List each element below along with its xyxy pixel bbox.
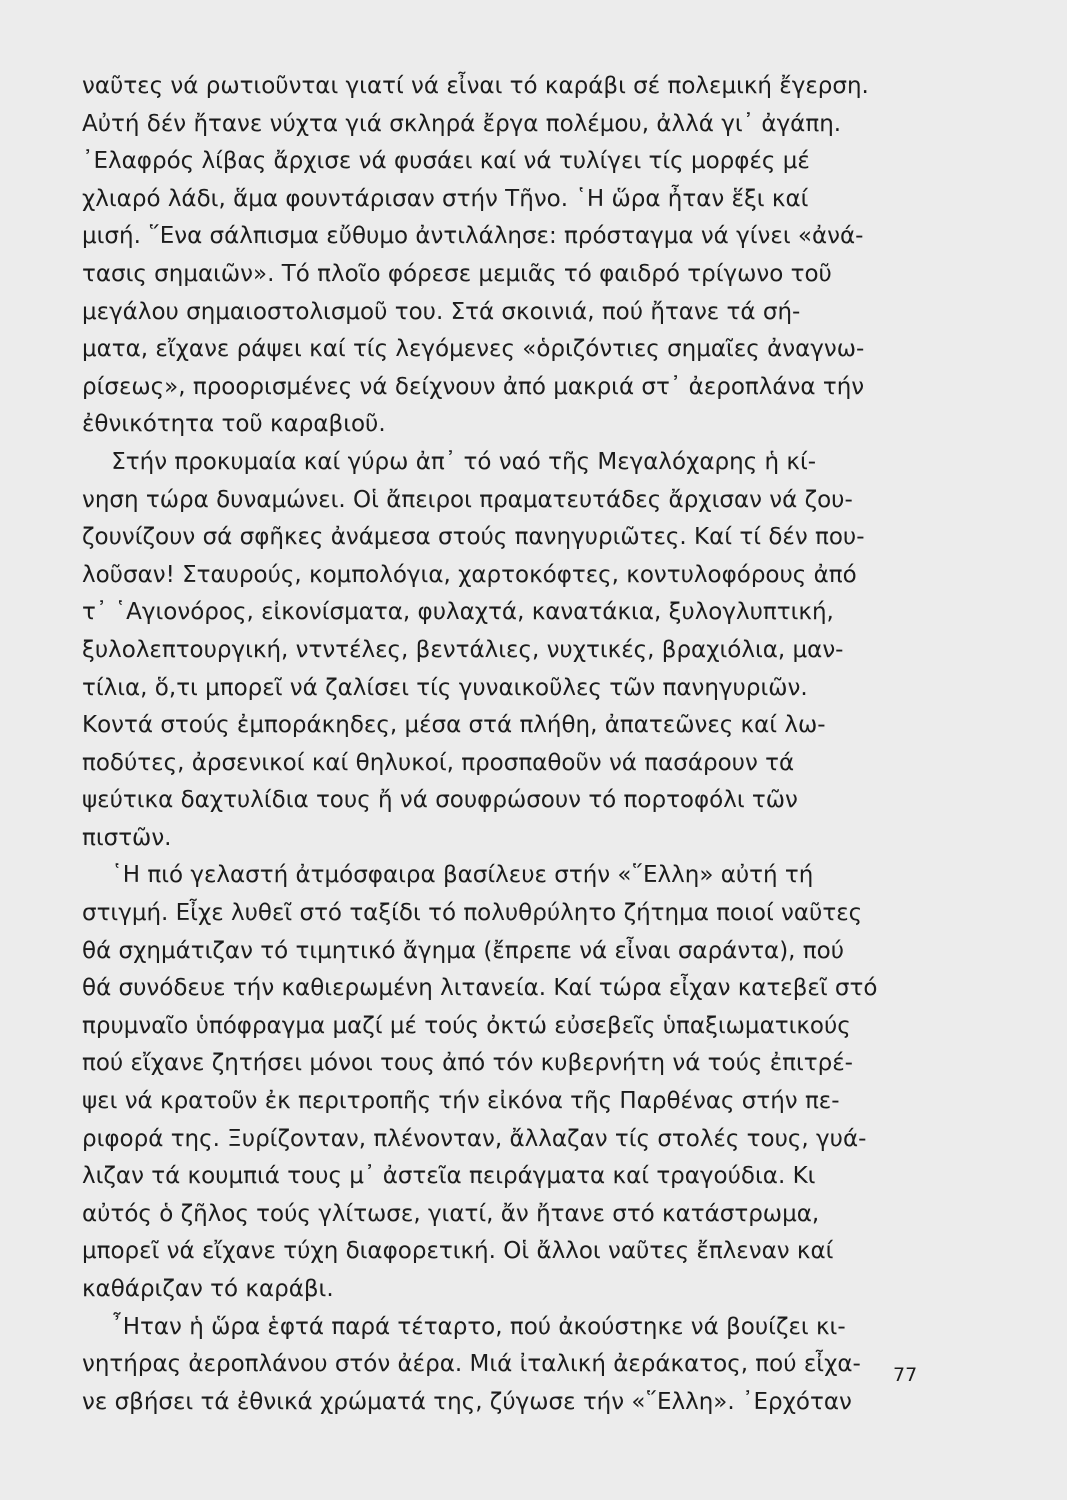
text-line: τίλια, ὅ,τι μπορεῖ νά ζαλίσει τίς γυναικοῦλες τῶν πανηγυριῶν. [82, 674, 808, 701]
text-line: ρίσεως», προορισμένες νά δείχνουν ἀπό μακριά στ᾽ ἀεροπλάνα τήν [82, 373, 865, 400]
text-line: ᾽Ελαφρός λίβας ἄρχισε νά φυσάει καί νά τυλίγει τίς μορφές μέ [82, 148, 810, 175]
text-line: πού εἴχανε ζητήσει μόνοι τους ἀπό τόν κυβερνήτη νά τούς ἐπιτρέ- [82, 1050, 853, 1077]
text-line: νηση τώρα δυναμώνει. Οἱ ἄπειροι πραματευτάδες ἄρχισαν νά ζου- [82, 486, 853, 513]
text-line: Αὐτή δέν ἤτανε νύχτα γιά σκληρά ἔργα πολέμου, ἀλλά γι᾽ ἀγάπη. [82, 110, 842, 137]
text-line: νητήρας ἀεροπλάνου στόν ἀέρα. Μιά ἰταλική ἀεράκατος, πού εἶχα- [82, 1351, 861, 1378]
page-number: 77 [893, 1364, 918, 1386]
text-line: ποδύτες, ἀρσενικοί καί θηλυκοί, προσπαθοῦν νά πασάρουν τά [82, 749, 795, 776]
text-line: θά συνόδευε τήν καθιερωμένη λιτανεία. Καί τώρα εἶχαν κατεβεῖ στό [82, 975, 878, 1002]
text-line: λοῦσαν! Σταυρούς, κομπολόγια, χαρτοκόφτες, κοντυλοφόρους ἀπό [82, 561, 857, 588]
text-line: μπορεῖ νά εἴχανε τύχη διαφορετική. Οἱ ἄλλοι ναῦτες ἔπλεναν καί [82, 1238, 834, 1265]
text-line: καθάριζαν τό καράβι. [82, 1276, 334, 1302]
text-line: πιστῶν. [82, 824, 172, 851]
text-line: ῏Ηταν ἡ ὥρα ἑφτά παρά τέταρτο, πού ἀκούστηκε νά βουίζει κι- [82, 1313, 846, 1340]
text-line: τασις σημαιῶν». Τό πλοῖο φόρεσε μεμιᾶς τό φαιδρό τρίγωνο τοῦ [82, 260, 832, 287]
text-line: αὐτός ὁ ζῆλος τούς γλίτωσε, γιατί, ἄν ἤτανε στό κατάστρωμα, [82, 1200, 820, 1227]
text-line: ἐθνικότητα τοῦ καραβιοῦ. [82, 411, 386, 438]
text-line: μεγάλου σημαιοστολισμοῦ του. Στά σκοινιά, πού ἤτανε τά σή- [82, 298, 801, 325]
text-line: ριφορά της. Ξυρίζονταν, πλένονταν, ἄλλαζαν τίς στολές τους, γυά- [82, 1125, 867, 1152]
text-line: ξυλολεπτουργική, ντντέλες, βεντάλιες, νυχτικές, βραχιόλια, μαν- [82, 636, 844, 663]
text-line: ψει νά κρατοῦν ἐκ περιτροπῆς τήν εἰκόνα τῆς Παρθένας στήν πε- [82, 1088, 840, 1115]
body-text [82, 68, 924, 1421]
text-line: ζουνίζουν σά σφῆκες ἀνάμεσα στούς πανηγυριῶτες. Καί τί δέν που- [82, 524, 865, 551]
text-line: ῾Η πιό γελαστή ἀτμόσφαιρα βασίλευε στήν «῞Ελλη» αὐτή τή [82, 862, 814, 889]
text-line: τ᾽ ῾Αγιονόρος, εἰκονίσματα, φυλαχτά, κανατάκια, ξυλογλυπτική, [82, 599, 834, 626]
text-line: πρυμναῖο ὑπόφραγμα μαζί μέ τούς ὀκτώ εὐσεβεῖς ὑπαξιωματικούς [82, 1012, 851, 1039]
text-line: ψεύτικα δαχτυλίδια τους ἤ νά σουφρώσουν τό πορτοφόλι τῶν [82, 787, 798, 814]
text-line: νε σβήσει τά ἐθνικά χρώματά της, ζύγωσε τήν «῞Ελλη». ᾽Ερχόταν [82, 1388, 852, 1415]
text-line: στιγμή. Εἶχε λυθεῖ στό ταξίδι τό πολυθρύλητο ζήτημα ποιοί ναῦτες [82, 900, 863, 927]
text-line: θά σχημάτιζαν τό τιμητικό ἄγημα (ἔπρεπε νά εἶναι σαράντα), πού [82, 937, 845, 964]
text-line: ναῦτες νά ρωτιοῦνται γιατί νά εἶναι τό καράβι σέ πολεμική ἔγερση. [82, 73, 869, 99]
text-line: ματα, εἴχανε ράψει καί τίς λεγόμενες «ὁριζόντιες σημαῖες ἀναγνω- [82, 336, 865, 363]
text-line: Κοντά στούς ἐμποράκηδες, μέσα στά πλήθη, ἀπατεῶνες καί λω- [82, 712, 826, 739]
text-line: μισή. ῞Ενα σάλπισμα εὔθυμο ἀντιλάλησε: πρόσταγμα νά γίνει «ἀνά- [82, 223, 864, 250]
text-line: χλιαρό λάδι, ἅμα φουντάρισαν στήν Τῆνο. ῾Η ὥρα ἦταν ἕξι καί [82, 185, 809, 212]
text-line: λιζαν τά κουμπιά τους μ᾽ ἀστεῖα πειράγματα καί τραγούδια. Κι [82, 1163, 816, 1190]
text-line: Στήν προκυμαία καί γύρω ἀπ᾽ τό ναό τῆς Μεγαλόχαρης ἡ κί- [82, 448, 817, 475]
